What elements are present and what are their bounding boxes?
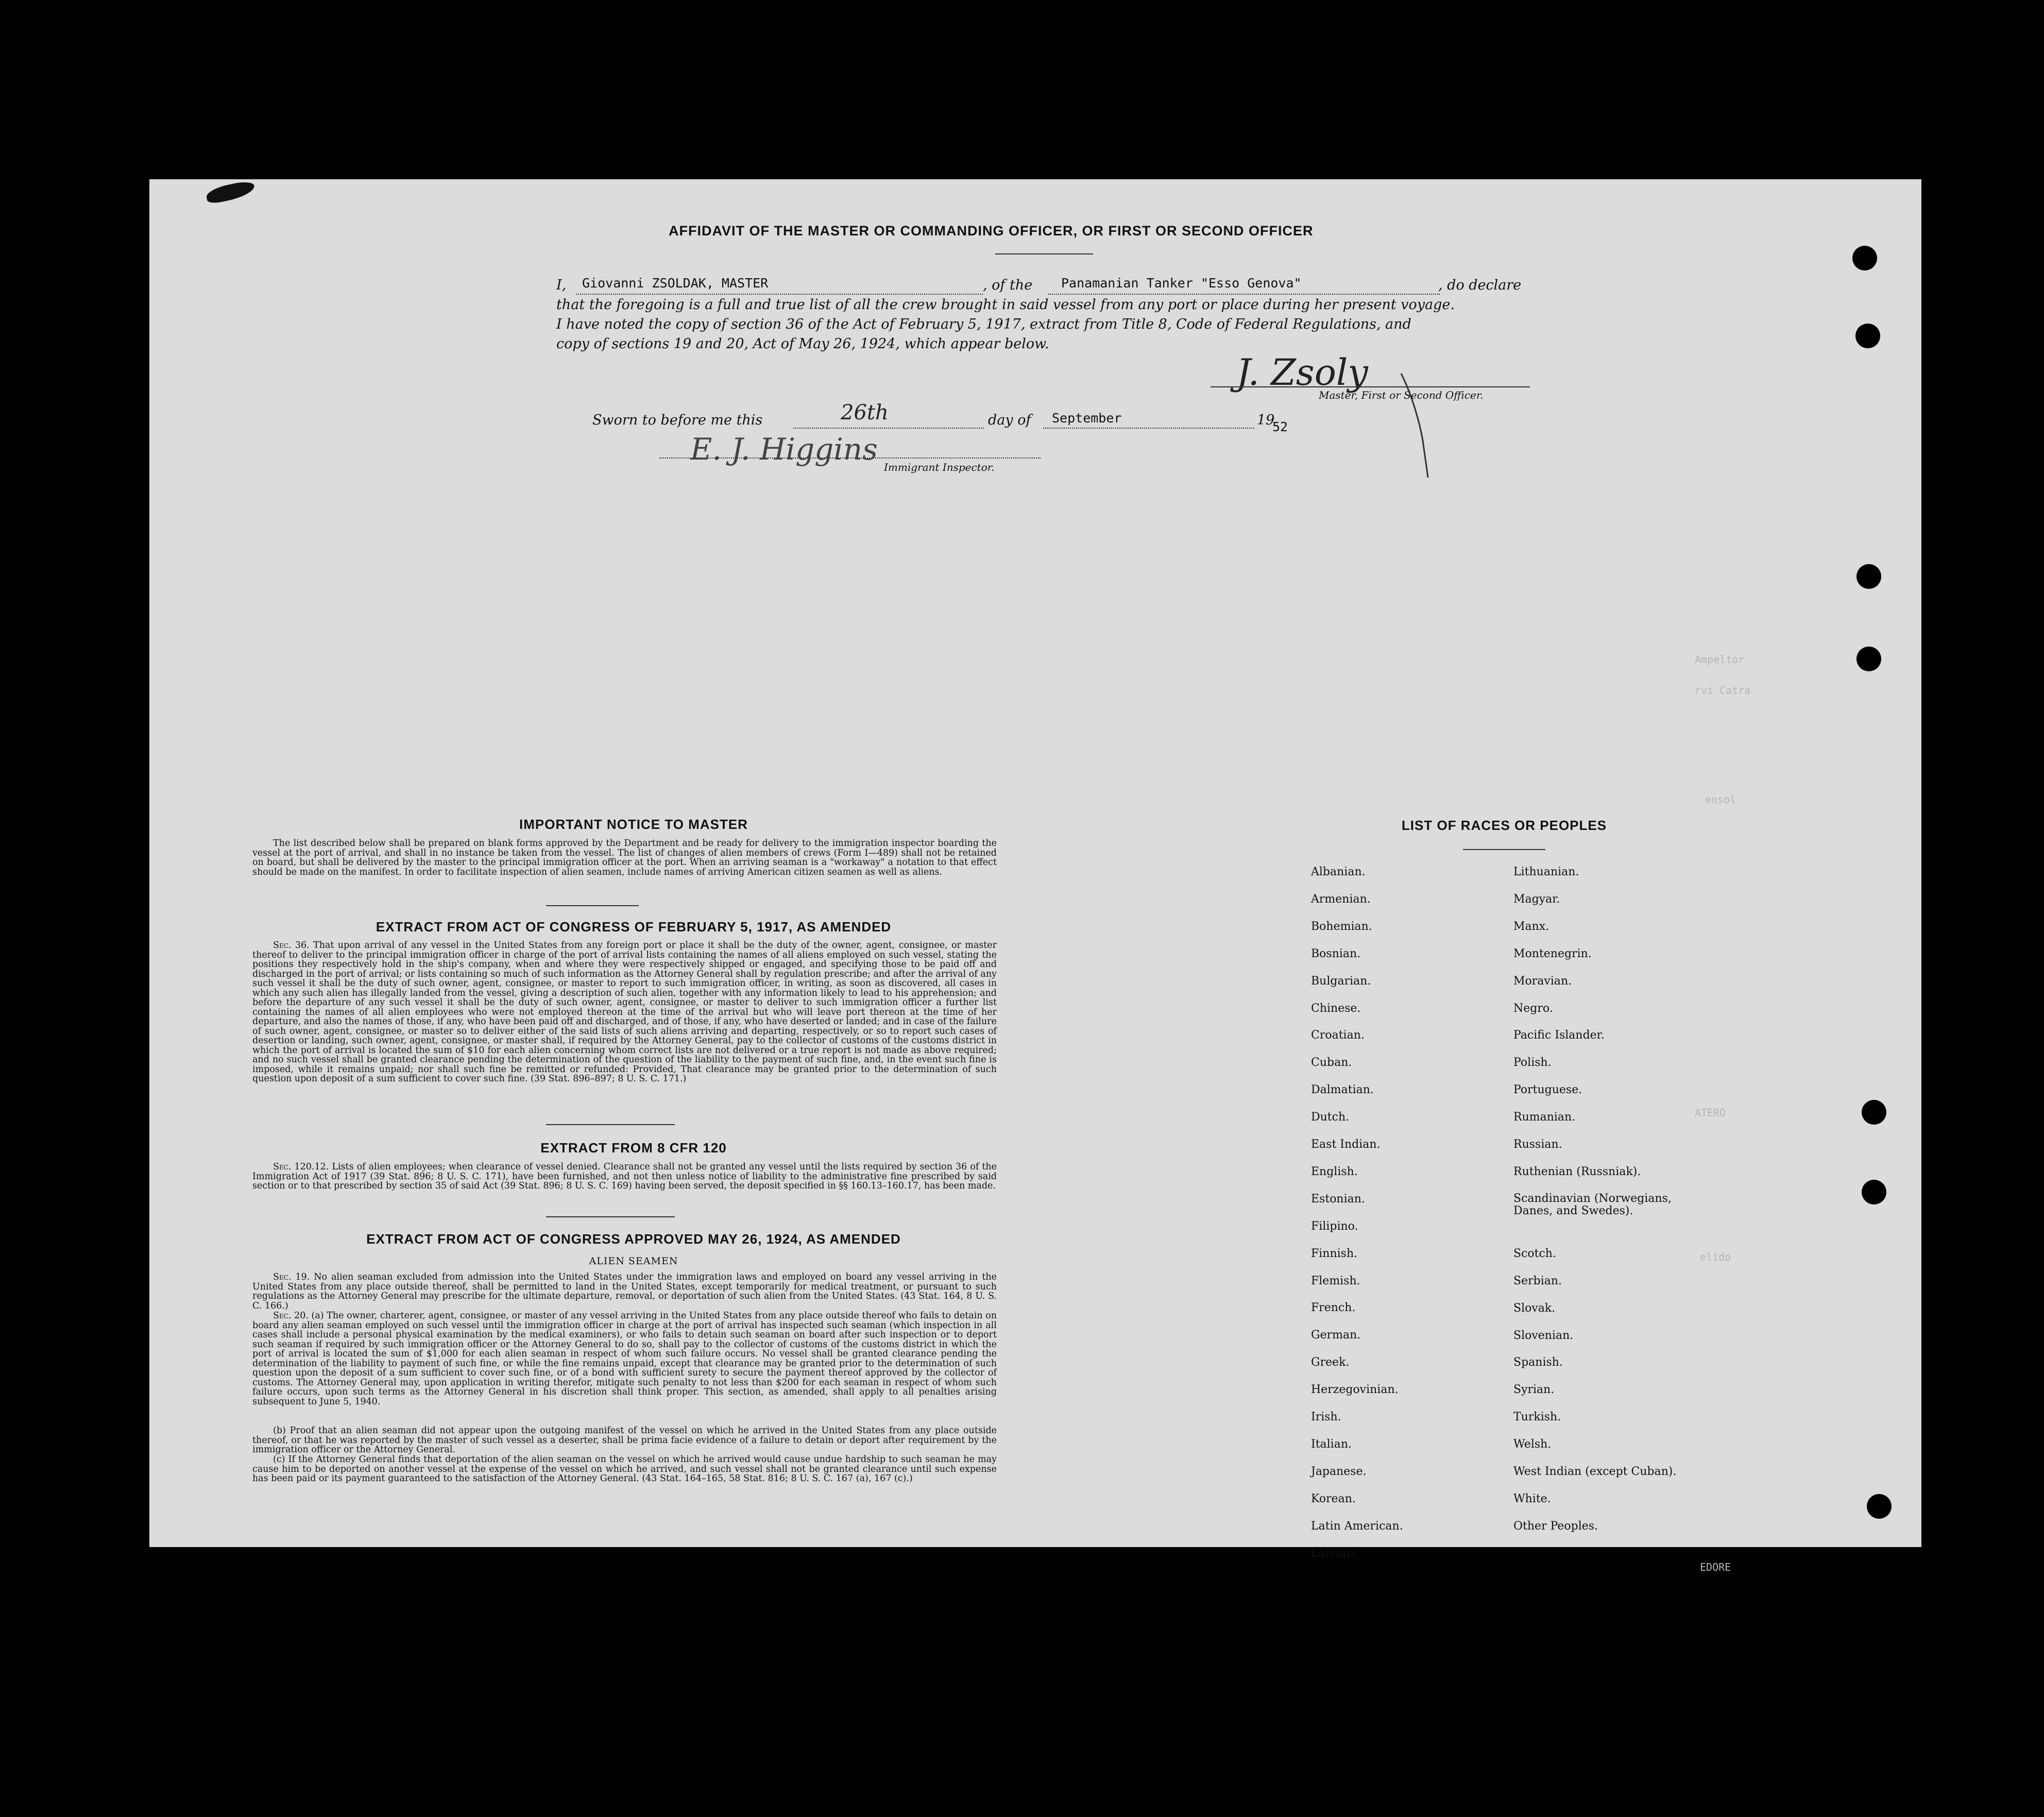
race-item: Cuban. [1311, 1056, 1352, 1069]
race-item: White. [1513, 1492, 1551, 1505]
sworn-month-line [1043, 428, 1254, 429]
affidavit-line-4: copy of sections 19 and 20, Act of May 26, 1924, which appear below. [556, 336, 1049, 352]
master-signature: J. Zsoly [1236, 351, 1368, 394]
binder-hole [1862, 1180, 1886, 1204]
race-item: Slovenian. [1513, 1329, 1574, 1342]
race-item: Other Peoples. [1513, 1519, 1598, 1533]
sworn-label: Sworn to before me this [592, 412, 763, 428]
notice-text: The list described below shall be prepared on blank forms approved by the Department and be ready for delivery to the immigration inspector boarding the vessel at the port of arrival, and shall in no instance be taken from the vessel. The list of changes of alien members of crews (Form I—489) shall not be retained on board, but shall be delivered by the master to the principal immigration officer at the port. When an arriving seaman is a "workaway" a notation to that effect should be made on the manifest. In order to facilitate inspection of alien seamen, include names of arriving American citizen seamen as well as aliens. [252, 838, 997, 877]
race-item: Chinese. [1311, 1001, 1361, 1015]
signature-stroke [1391, 363, 1453, 482]
races-rule [1463, 849, 1545, 850]
race-item: Rumanian. [1513, 1111, 1576, 1124]
binder-hole [1855, 324, 1880, 348]
notice-rule [546, 905, 639, 906]
race-item: Italian. [1311, 1437, 1352, 1451]
race-item: Slovak. [1513, 1301, 1556, 1315]
master-name-line [576, 294, 983, 295]
declare-label: , do declare [1438, 277, 1522, 293]
of-the-label: , of the [983, 277, 1033, 293]
race-item: English. [1311, 1165, 1358, 1178]
i-label: I, [556, 277, 567, 293]
sec-20a-text [252, 1311, 997, 1406]
race-item: Moravian. [1513, 974, 1572, 988]
race-item: Turkish. [1513, 1411, 1561, 1424]
binder-hole [1856, 647, 1881, 671]
sec-120-label: Sec. 120.12. [273, 1162, 329, 1172]
sec-120-text: Lists of alien employees; when clearance of vessel denied. Clearance shall not be granted any vessel until the lists required by section 36 of the Immigration Act of 1917 (39 Stat. 896; 8 U. S. C. 171), have been furnished, and not then unless notice of liability to the administrative fine prescribed by said section or to that prescribed by section 35 of said Act (39 Stat. 896; 8 U. S. C. 169) having been served, the deposit specified in §§ 160.13–160.17, has been made. [252, 1162, 997, 1191]
sworn-day: 26th [841, 401, 889, 424]
binder-hole [1856, 564, 1881, 589]
race-item: Polish. [1513, 1056, 1552, 1069]
affidavit-line-2: that the foregoing is a full and true list of all the crew brought in said vessel from any port or place during her present voyage. [556, 297, 1455, 313]
extract-cfr-title: EXTRACT FROM 8 CFR 120 [540, 1140, 727, 1156]
race-item: Japanese. [1311, 1465, 1367, 1478]
race-item: Scotch. [1513, 1247, 1556, 1260]
sec-19-label: Sec. 19. [273, 1272, 310, 1282]
signature-caption: Master, First or Second Officer. [1319, 389, 1484, 401]
sec-19-text [252, 1272, 997, 1311]
race-item: Latvian. [1311, 1547, 1358, 1560]
affidavit-line-3: I have noted the copy of section 36 of the Act of February 5, 1917, extract from Title 8, Code of Federal Regulations, and [556, 316, 1411, 332]
extract-1917-text [252, 941, 997, 1084]
race-item: Armenian. [1311, 892, 1371, 906]
sec-20c-text: (c) If the Attorney General finds that deportation of the alien seaman on the vessel on which he arrived would cause undue hardship to such seaman he may cause him to be deported on another vessel at the expense of the vessel on which he arrived, and such vessel shall not be granted clearance until such expense has been paid or its payment guaranteed to the satisfaction of the Attorney General. (43 Stat. 164–165, 58 Stat. 816; 8 U. S. C. 167 (a), 167 (c).) [252, 1454, 997, 1484]
inspector-line [659, 457, 1041, 459]
race-item: Estonian. [1311, 1192, 1365, 1205]
vessel-name: Panamanian Tanker "Esso Genova" [1061, 276, 1302, 291]
title-rule [995, 253, 1093, 254]
extract-1917-title: EXTRACT FROM ACT OF CONGRESS OF FEBRUARY 5, 1917, AS AMENDED [376, 919, 892, 935]
sec-36-label: Sec. 36. [273, 940, 310, 950]
binder-hole [1852, 246, 1877, 270]
alien-seamen-subtitle: ALIEN SEAMEN [589, 1255, 678, 1267]
extract-cfr-rule [546, 1216, 675, 1217]
race-item: Syrian. [1513, 1383, 1555, 1397]
sec-36-text: That upon arrival of any vessel in the United States from any foreign port or place it shall be the duty of the owner, agent, consignee, or master thereof to deliver to the principal immigration officer in charge of the port of arrival lists containing the names of all aliens employed on such vessel, stating the positions they respectively hold in the ship's company, when and where they were respectively shipped or engaged, and specifying those to be paid off and discharged in the port of arrival; or lists containing so much of such information as the Attorney General shall by regulation prescribe; and after the arrival of any such vessel it shall be the duty of such owner, agent, consignee, or master to report to such immigration officer, in writing, as soon as discovered, all cases in which any such alien has illegally landed from the vessel, giving a description of such alien, together with any information likely to lead to his apprehension; and before the departure of any such vessel it shall be the duty of such owner, agent, consignee, or master to deliver to such immigration officer a further list containing the names of all alien employees who were not employed thereon at the time of the arrival but who will leave port thereon at the time of her departure, and also the names of those, if any, who have been paid off and discharged, and of those, if any, who have deserted or landed; and in case of the failure of such owner, agent, consignee, or master so to deliver either of the said lists of such aliens arriving and departing, respectively, or so to report such cases of desertion or landing, such owner, agent, consignee, or master shall, if required by the Attorney General, pay to the collector of customs of the customs district in which the port of arrival is located the sum of $10 for each alien concerning whom correct lists are not delivered or a true report is not made as above required; and no such vessel shall be granted clearance pending the determination of the question of the liability to the payment of such fine, and, in the event such fine is imposed, while it remains unpaid; nor shall such fine be remitted or refunded: Provided, That clearance may be granted prior to the determination of such question upon deposit of a sum sufficient to cover such fine. (39 Stat. 896–897; 8 U. S. C. 171.) [252, 940, 997, 1084]
binder-hole [1867, 1494, 1892, 1519]
inspector-signature: E. J. Higgins [690, 432, 878, 467]
race-item: Scandinavian (Norwegians, Danes, and Swedes). [1513, 1192, 1672, 1217]
day-of-label: day of [988, 412, 1031, 428]
race-item: Greek. [1311, 1356, 1350, 1369]
race-item: French. [1311, 1301, 1356, 1315]
vessel-line [1048, 294, 1440, 295]
race-item: Flemish. [1311, 1274, 1360, 1287]
sec-20a-body: (a) The owner, charterer, agent, consignee, or master of any vessel arriving in the United States from any place outside thereof who fails to detain on board any alien seaman employed on such vessel until the immigration officer in charge at the port of arrival has inspected such seaman (which inspection in all cases shall include a personal physical examination by the medical examiners), or who fails to detain such seaman on board after such inspection or to deport such seaman if required by such immigration officer or the Attorney General to do so, shall pay to the collector of customs of the customs district in which the port of arrival is located the sum of $1,000 for each alien seaman in respect of whom such failure occurs. No vessel shall be granted clearance pending the determination of the liability to payment of such fine, or while the fine remains unpaid, except that clearance may be granted prior to the determination of such question upon the deposit of a sum sufficient to cover such fine, or of a bond with sufficient surety to secure the payment thereof approved by the collector of customs. The Attorney General may, upon application in writing therefor, mitigate such penalty to not less than $200 for each seaman in respect of whom such failure occurs, upon such terms as the Attorney General in his discretion shall think proper. This section, as amended, shall apply to all penalties arising subsequent to June 5, 1940. [252, 1311, 997, 1407]
race-item: Spanish. [1513, 1356, 1563, 1369]
affidavit-title: AFFIDAVIT OF THE MASTER OR COMMANDING OFFICER, OR FIRST OR SECOND OFFICER [669, 223, 1314, 239]
race-item: Serbian. [1513, 1274, 1562, 1287]
sworn-month: September [1052, 411, 1122, 426]
race-item: Lithuanian. [1513, 865, 1579, 878]
race-item: Dutch. [1311, 1111, 1350, 1124]
race-item: Latin American. [1311, 1519, 1403, 1533]
sec-20b-text: (b) Proof that an alien seaman did not appear upon the outgoing manifest of the vessel on which he arrived in the United States from any place outside thereof, or that he was reported by the master of such vessel as a deserter, shall be prima facie evidence of a failure to detain or deport after requirement by the immigration officer or the Attorney General. [252, 1425, 997, 1455]
inspector-caption: Immigrant Inspector. [884, 461, 995, 473]
sec-20-label: Sec. 20. [273, 1311, 309, 1321]
race-item: Korean. [1311, 1492, 1356, 1505]
signature-line [1211, 386, 1530, 387]
race-item: Filipino. [1311, 1219, 1358, 1233]
sworn-year: 52 [1272, 419, 1288, 434]
races-title: LIST OF RACES OR PEOPLES [1401, 818, 1607, 833]
race-item: Croatian. [1311, 1029, 1365, 1042]
extract-1924-title: EXTRACT FROM ACT OF CONGRESS APPROVED MAY 26, 1924, AS AMENDED [366, 1231, 901, 1247]
race-item: Herzegovinian. [1311, 1383, 1399, 1397]
race-item: Bulgarian. [1311, 974, 1371, 988]
race-item: Magyar. [1513, 892, 1560, 906]
race-item: East Indian. [1311, 1138, 1381, 1151]
race-item: Finnish. [1311, 1247, 1358, 1260]
race-item: Montenegrin. [1513, 947, 1592, 960]
race-item: Russian. [1513, 1138, 1562, 1151]
race-item: Negro. [1513, 1001, 1553, 1015]
sec-19-body: No alien seaman excluded from admission into the United States under the immigration laws and employed on board any vessel arriving in the United States from any place outside thereof, shall be permitted to land in the United States, except temporarily for medical treatment, or pursuant to such regulations as the Attorney General may prescribe for the ultimate departure, removal, or deportation of such alien from the United States. (43 Stat. 164, 8 U. S. C. 166.) [252, 1272, 997, 1311]
sworn-day-line [793, 428, 984, 429]
race-item: Albanian. [1311, 865, 1366, 878]
master-name: Giovanni ZSOLDAK, MASTER [582, 276, 769, 291]
race-item: Bosnian. [1311, 947, 1361, 960]
race-item: Portuguese. [1513, 1083, 1582, 1097]
race-item: Irish. [1311, 1411, 1341, 1423]
year-prefix: 19 [1257, 412, 1275, 428]
extract-cfr-text [252, 1162, 997, 1191]
notice-title: IMPORTANT NOTICE TO MASTER [519, 817, 748, 832]
race-item: Pacific Islander. [1513, 1029, 1605, 1042]
race-item: Manx. [1513, 920, 1549, 933]
race-item: German. [1311, 1329, 1361, 1342]
race-item: Ruthenian (Russniak). [1513, 1165, 1641, 1178]
race-item: Welsh. [1513, 1438, 1552, 1451]
race-item: West Indian (except Cuban). [1513, 1465, 1677, 1478]
extract-1917-rule [546, 1124, 675, 1125]
race-item: Bohemian. [1311, 920, 1372, 933]
race-item: Dalmatian. [1311, 1083, 1374, 1097]
binder-hole [1862, 1100, 1886, 1125]
